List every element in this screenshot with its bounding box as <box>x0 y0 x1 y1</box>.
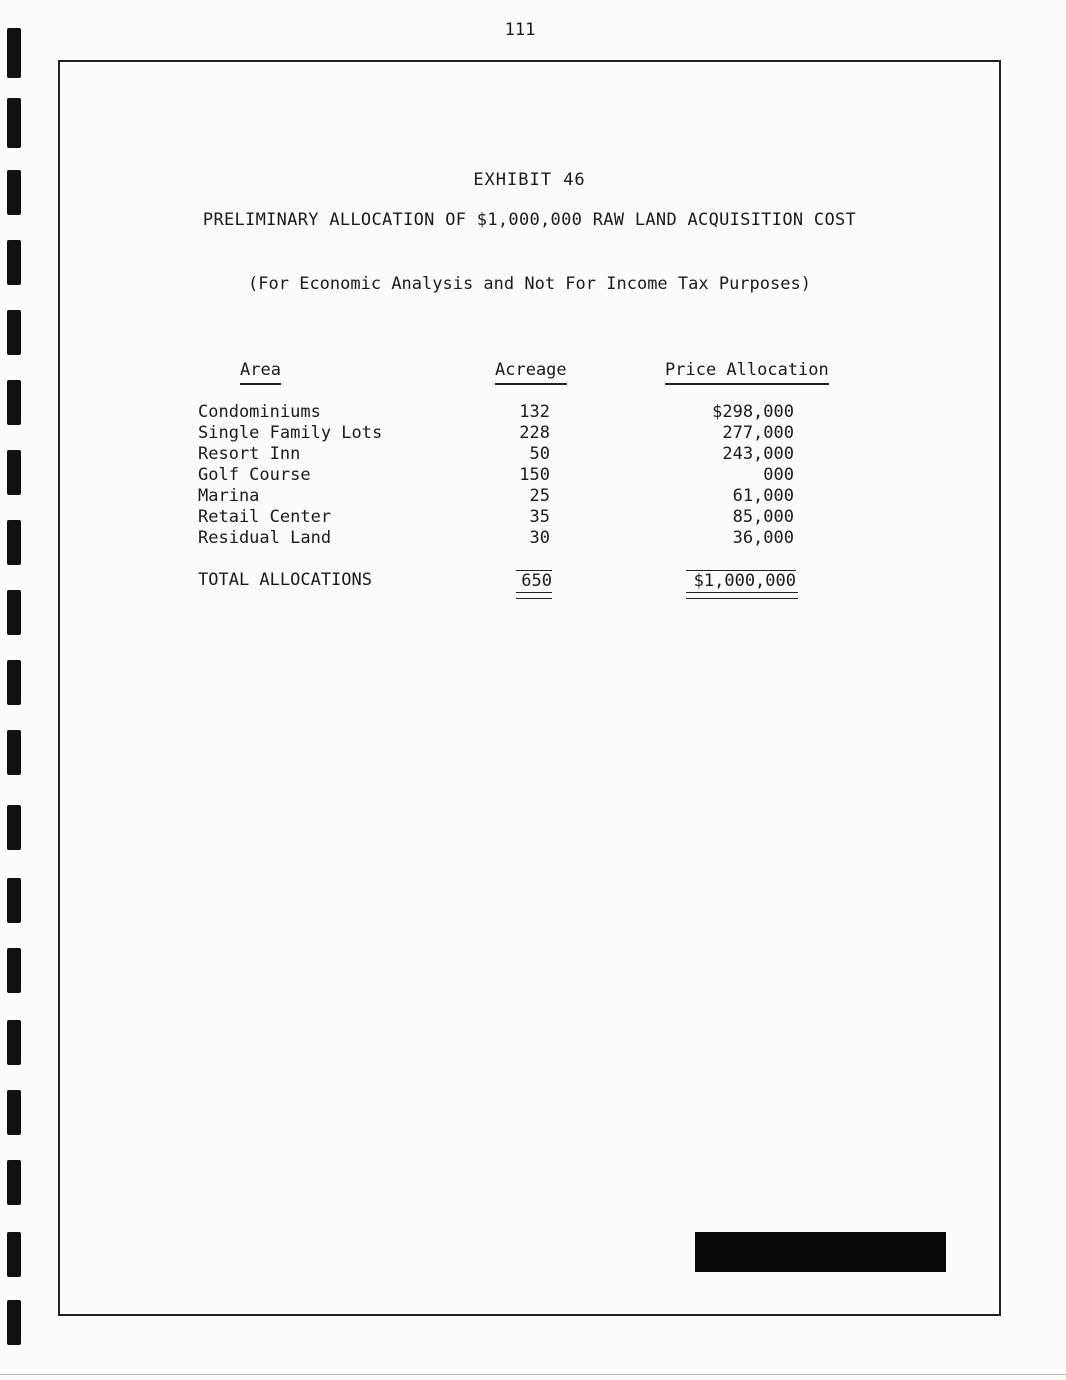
row-acreage: 30 <box>529 528 550 548</box>
row-area: Marina <box>198 486 260 506</box>
table-row <box>60 465 999 486</box>
redaction-block <box>695 1232 946 1272</box>
row-acreage: 50 <box>529 444 550 464</box>
row-acreage: 228 <box>519 423 550 443</box>
exhibit-title: PRELIMINARY ALLOCATION OF $1,000,000 RAW LAND ACQUISITION COST <box>202 210 857 230</box>
total-acreage-double-underline <box>516 592 552 599</box>
table-row <box>60 402 999 423</box>
row-acreage: 25 <box>529 486 550 506</box>
row-price: 000 <box>763 465 794 485</box>
row-acreage: 132 <box>519 402 550 422</box>
row-area: Golf Course <box>198 465 311 485</box>
total-price: $1,000,000 <box>686 570 796 591</box>
exhibit-frame <box>58 60 1001 1316</box>
row-acreage: 35 <box>529 507 550 527</box>
binding-holes <box>7 0 27 1380</box>
column-header-acreage: Acreage <box>495 360 567 385</box>
row-price: 85,000 <box>732 507 794 527</box>
table-row <box>60 423 999 444</box>
column-header-price: Price Allocation <box>665 360 829 385</box>
page-number: 111 <box>504 20 536 40</box>
exhibit-subtitle: (For Economic Analysis and Not For Income Tax Purposes) <box>248 274 811 294</box>
row-area: Residual Land <box>198 528 332 548</box>
row-area: Single Family Lots <box>198 423 383 443</box>
row-area: Retail Center <box>198 507 332 527</box>
total-price-double-underline <box>686 592 798 599</box>
table-row <box>60 507 999 528</box>
scan-edge <box>0 1374 1066 1375</box>
total-label: TOTAL ALLOCATIONS <box>198 570 372 590</box>
row-price: 61,000 <box>732 486 794 506</box>
row-area: Condominiums <box>198 402 321 422</box>
table-row <box>60 486 999 507</box>
row-price: $298,000 <box>712 402 794 422</box>
row-price: 36,000 <box>732 528 794 548</box>
row-area: Resort Inn <box>198 444 301 464</box>
row-price: 277,000 <box>722 423 794 443</box>
total-row <box>60 570 999 591</box>
total-acreage: 650 <box>516 570 552 591</box>
exhibit-label: EXHIBIT 46 <box>473 170 586 190</box>
column-header-area: Area <box>240 360 281 385</box>
row-acreage: 150 <box>519 465 550 485</box>
table-row <box>60 528 999 549</box>
table-row <box>60 444 999 465</box>
row-price: 243,000 <box>722 444 794 464</box>
